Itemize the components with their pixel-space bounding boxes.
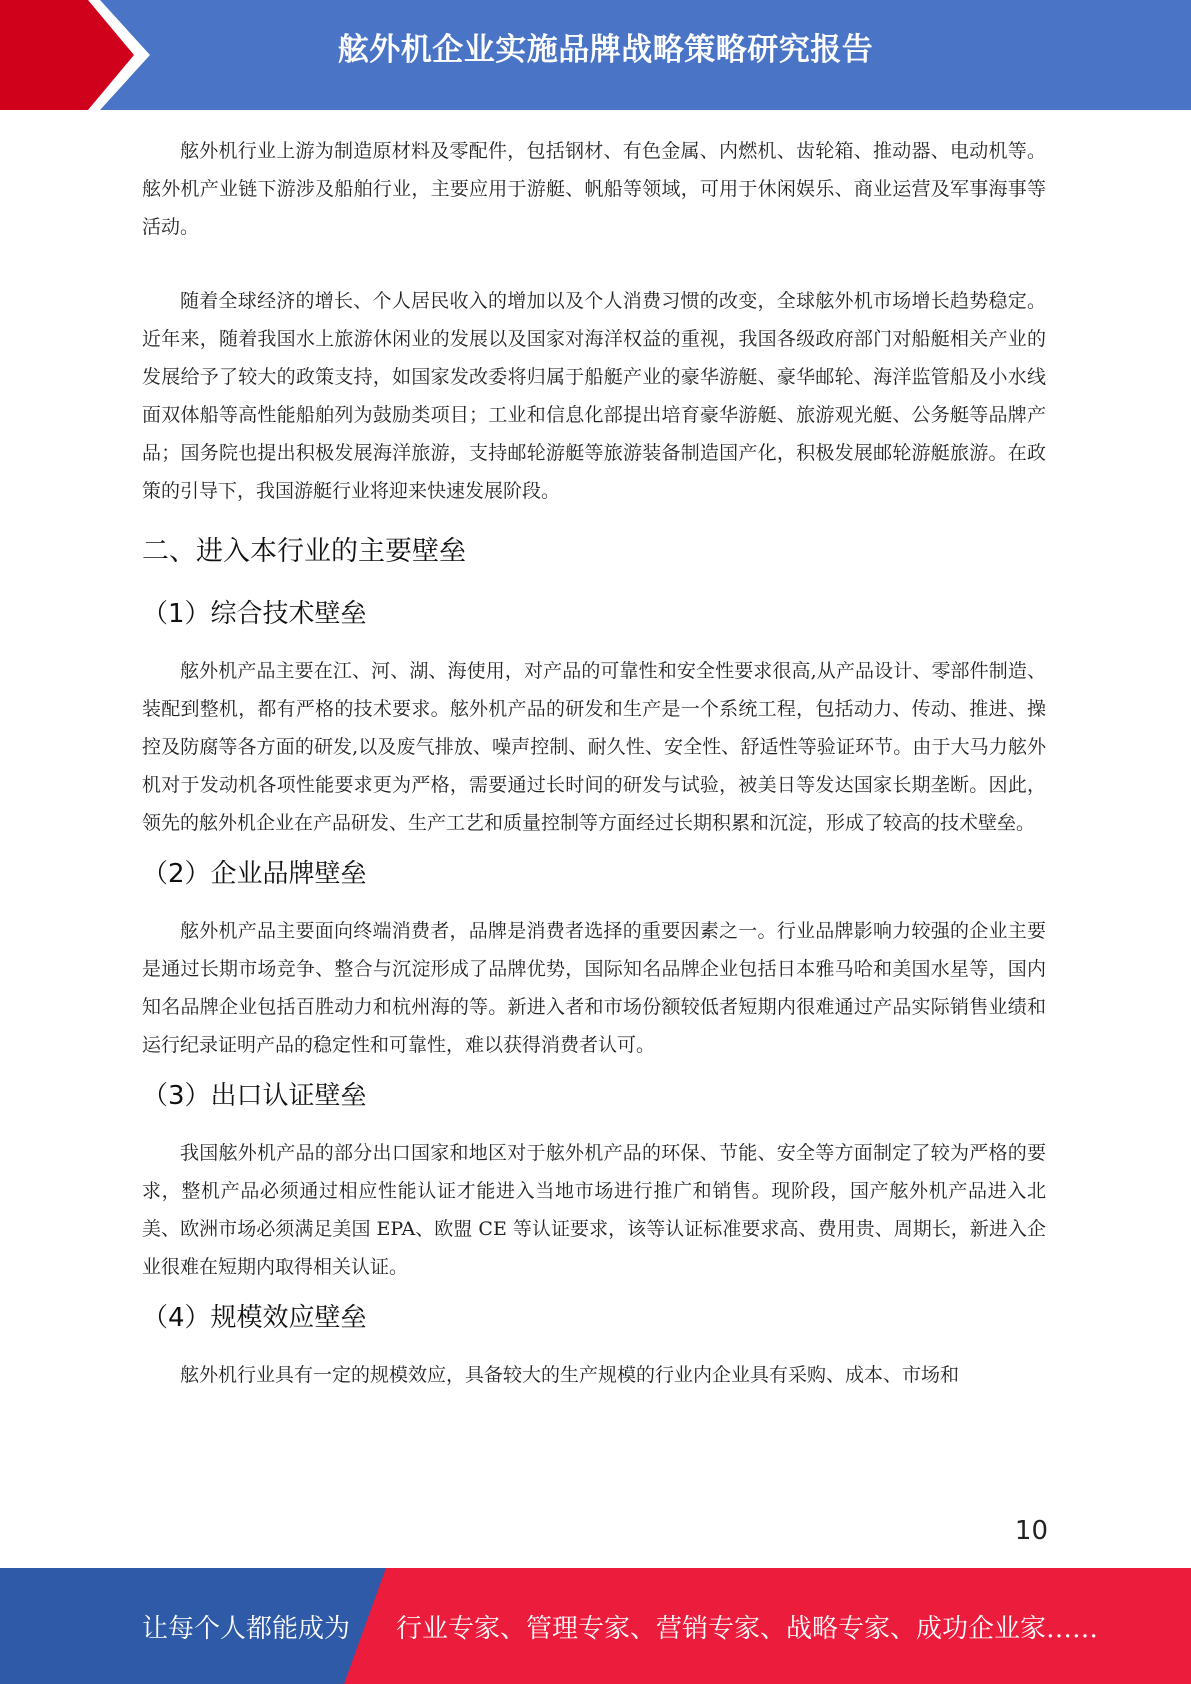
- page-content: [142, 132, 1046, 1394]
- page-header: [0, 0, 1191, 110]
- report-title: 舷外机企业实施品牌战略策略研究报告: [337, 32, 874, 68]
- subheading-scale-effect-barrier: （4）规模效应壁垒: [142, 1303, 367, 1333]
- footer-slogan-left: 让每个人都能成为: [142, 1614, 351, 1644]
- footer-slogan-right: 行业专家、管理专家、营销专家、战略专家、成功企业家……: [396, 1614, 1099, 1644]
- subheading-brand-barrier: （2）企业品牌壁垒: [142, 859, 367, 889]
- paragraph-market-policy: 随着全球经济的增长、个人居民收入的增加以及个人消费习惯的改变，全球舷外机市场增长趋势稳定。近年来，随着我国水上旅游休闲业的发展以及国家对海洋权益的重视，我国各级政府部门对船艇相关产业的发展给予了较大的政策支持，如国家发改委将归属于船艇产业的豪华游艇、豪华邮轮、海洋监管船及小水线面双体船等高性能船舶列为鼓励类项目；工业和信息化部提出培育豪华游艇、旅游观光艇、公务艇等品牌产品；国务院也提出积极发展海洋旅游，支持邮轮游艇等旅游装备制造国产化，积极发展邮轮游艇旅游。在政策的引导下，我国游艇行业将迎来快速发展阶段。: [142, 290, 1046, 502]
- paragraph-brand-barrier: 舷外机产品主要面向终端消费者，品牌是消费者选择的重要因素之一。行业品牌影响力较强的企业主要是通过长期市场竞争、整合与沉淀形成了品牌优势，国际知名品牌企业包括日本雅马哈和美国水星等，国内知名品牌企业包括百胜动力和杭州海的等。新进入者和市场份额较低者短期内很难通过产品实际销售业绩和运行纪录证明产品的稳定性和可靠性，难以获得消费者认可。: [142, 920, 1046, 1056]
- paragraph-export-certification-barrier: 我国舷外机产品的部分出口国家和地区对于舷外机产品的环保、节能、安全等方面制定了较为严格的要求，整机产品必须通过相应性能认证才能进入当地市场进行推广和销售。现阶段，国产舷外机产品进入北美、欧洲市场必须满足美国 EPA、欧盟 CE 等认证要求，该等认证标准要求高、费用贵、周期长，新进入企业很难在短期内取得相关认证。: [142, 1142, 1046, 1278]
- subheading-technology-barrier: （1）综合技术壁垒: [142, 599, 367, 629]
- page-number: 10: [1014, 1516, 1048, 1546]
- page-footer: [0, 1568, 1191, 1684]
- header-red-arrow-decoration: [0, 0, 150, 110]
- section-heading-barriers: 二、进入本行业的主要壁垒: [142, 536, 466, 567]
- paragraph-scale-effect-barrier: 舷外机行业具有一定的规模效应，具备较大的生产规模的行业内企业具有采购、成本、市场和: [180, 1364, 960, 1386]
- subheading-export-certification-barrier: （3）出口认证壁垒: [142, 1081, 367, 1111]
- paragraph-technology-barrier: 舷外机产品主要在江、河、湖、海使用，对产品的可靠性和安全性要求很高,从产品设计、零部件制造、装配到整机，都有严格的技术要求。舷外机产品的研发和生产是一个系统工程，包括动力、传动、推进、操控及防腐等各方面的研发,以及废气排放、噪声控制、耐久性、安全性、舒适性等验证环节。由于大马力舷外机对于发动机各项性能要求更为严格，需要通过长时间的研发与试验，被美日等发达国家长期垄断。因此，领先的舷外机企业在产品研发、生产工艺和质量控制等方面经过长期积累和沉淀，形成了较高的技术壁垒。: [142, 660, 1046, 834]
- paragraph-upstream-downstream: 舷外机行业上游为制造原材料及零配件，包括钢材、有色金属、内燃机、齿轮箱、推动器、电动机等。舷外机产业链下游涉及船舶行业，主要应用于游艇、帆船等领域，可用于休闲娱乐、商业运营及军事海事等活动。: [142, 140, 1046, 238]
